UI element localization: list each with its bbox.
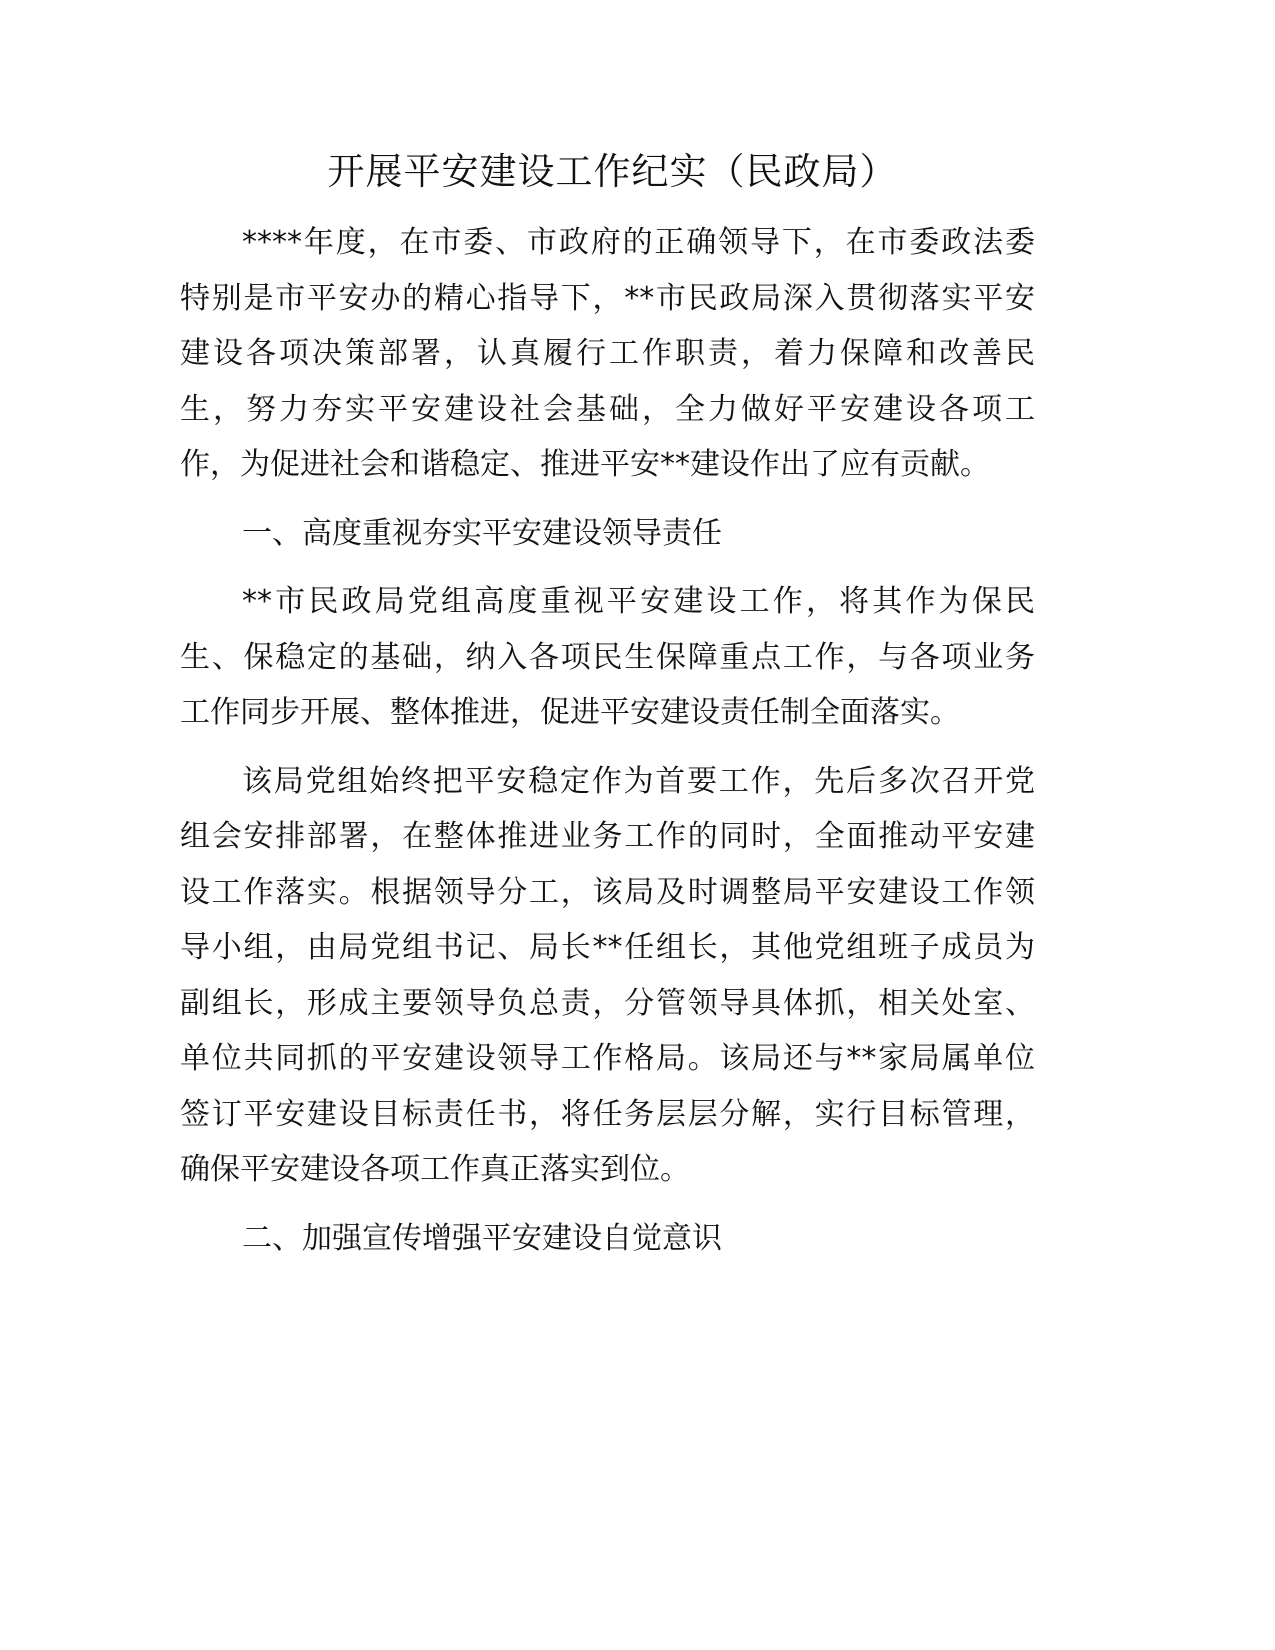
text-line: 作，为促进社会和谐稳定、推进平安**建设作出了应有贡献。 [180, 447, 990, 482]
text-line: 设工作落实。根据领导分工，该局及时调整局平安建设工作领 [180, 874, 1035, 910]
text-line: 特别是市平安办的精心指导下，**市民政局深入贯彻落实平安 [180, 280, 1035, 316]
section-heading [180, 1211, 1035, 1267]
text-line: 单位共同抓的平安建设领导工作格局。该局还与**家局属单位 [180, 1041, 1035, 1076]
document-title: 开展平安建设工作纪实（民政局） [327, 150, 898, 193]
text-line: 生，努力夯实平安建设社会基础，全力做好平安建设各项工 [180, 391, 1035, 427]
text-line: 签订平安建设目标责任书，将任务层层分解，实行目标管理， [180, 1096, 1035, 1132]
text-line: 一、高度重视夯实平安建设领导责任 [242, 515, 722, 551]
text-line: 该局党组始终把平安稳定作为首要工作，先后多次召开党 [242, 763, 1035, 799]
text-line: 导小组，由局党组书记、局长**任组长，其他党组班子成员为 [180, 930, 1035, 965]
text-line: 建设各项决策部署，认真履行工作职责，着力保障和改善民 [180, 336, 1035, 371]
text-line: ****年度，在市委、市政府的正确领导下，在市委政法委 [242, 225, 1035, 260]
section-heading [180, 506, 1035, 562]
document-body [180, 215, 1035, 1279]
text-line: 组会安排部署，在整体推进业务工作的同时，全面推动平安建 [180, 819, 1035, 854]
text-line: 工作同步开展、整体推进，促进平安建设责任制全面落实。 [180, 695, 960, 730]
paragraph [180, 574, 1035, 741]
text-line: 副组长，形成主要领导负总责，分管领导具体抓，相关处室、 [180, 985, 1035, 1021]
paragraph [180, 215, 1035, 493]
text-line: 生、保稳定的基础，纳入各项民生保障重点工作，与各项业务 [180, 639, 1035, 675]
text-line: 二、加强宣传增强平安建设自觉意识 [242, 1220, 722, 1256]
text-line: 确保平安建设各项工作真正落实到位。 [180, 1152, 690, 1187]
paragraph [180, 754, 1035, 1198]
text-line: **市民政局党组高度重视平安建设工作，将其作为保民 [242, 584, 1035, 619]
